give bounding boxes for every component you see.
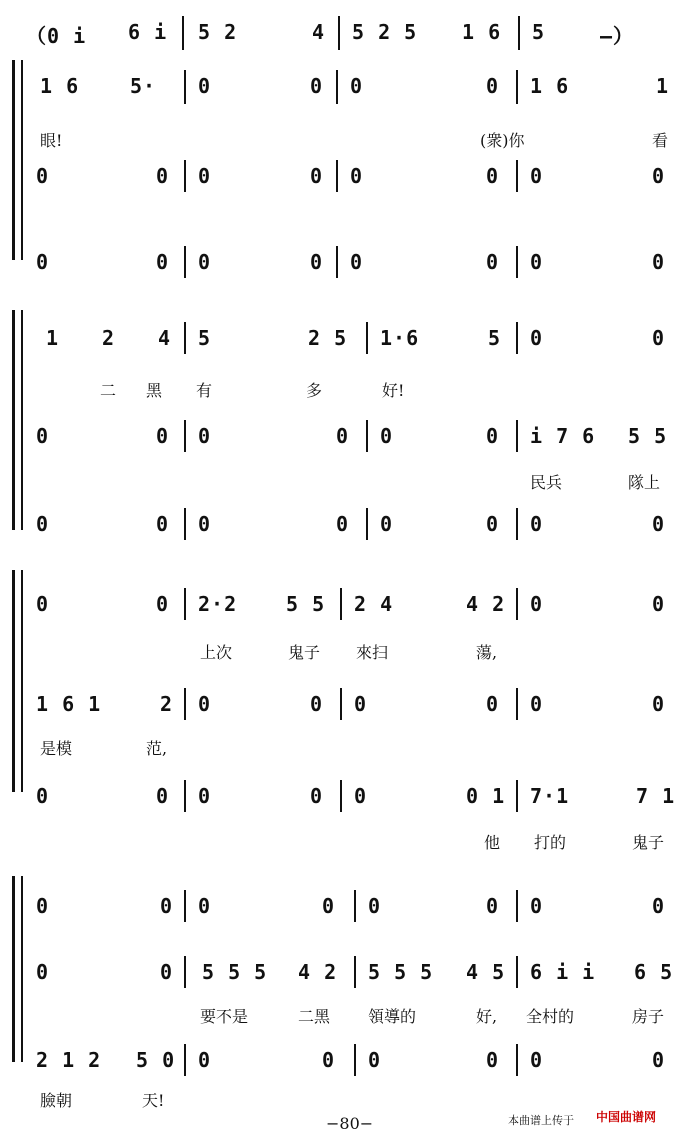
barline bbox=[516, 420, 518, 452]
note: 6 i bbox=[128, 20, 168, 44]
barline bbox=[184, 246, 186, 278]
system1-voice2 bbox=[0, 160, 700, 200]
lyric: 鬼子 bbox=[288, 643, 321, 662]
note: 1 6 bbox=[530, 74, 570, 98]
note: 5 bbox=[532, 20, 546, 44]
barline bbox=[340, 780, 342, 812]
note: 4 2 bbox=[298, 960, 338, 984]
note: 0 bbox=[156, 592, 170, 616]
note: 0 bbox=[486, 894, 500, 918]
barline bbox=[516, 246, 518, 278]
note: 0 bbox=[36, 592, 50, 616]
barline bbox=[518, 16, 520, 50]
barline bbox=[516, 956, 518, 988]
note: 0 bbox=[36, 512, 50, 536]
lyric: 領導的 bbox=[368, 1007, 417, 1026]
note: 0 bbox=[160, 894, 174, 918]
barline bbox=[516, 322, 518, 354]
note: 2 bbox=[160, 692, 174, 716]
note: 0 bbox=[198, 164, 212, 188]
barline bbox=[184, 1044, 186, 1076]
note: 0 bbox=[530, 894, 544, 918]
note: 0 bbox=[310, 692, 324, 716]
system3-voice2 bbox=[0, 688, 700, 728]
barline bbox=[184, 688, 186, 720]
lyric: 是模 bbox=[40, 739, 73, 758]
barline bbox=[516, 688, 518, 720]
note: 0 bbox=[198, 692, 212, 716]
barline bbox=[354, 1044, 356, 1076]
lyric: 二 bbox=[100, 381, 117, 400]
barline bbox=[366, 508, 368, 540]
site-logo[interactable]: 中国曲谱网 bbox=[596, 1110, 657, 1124]
barline bbox=[516, 160, 518, 192]
note: 0 bbox=[486, 424, 500, 448]
barline bbox=[516, 70, 518, 104]
barline bbox=[336, 246, 338, 278]
note: 0 bbox=[36, 960, 50, 984]
lyric: 多 bbox=[306, 381, 323, 400]
note: 0 bbox=[156, 250, 170, 274]
barline bbox=[516, 588, 518, 620]
note: 2 4 bbox=[354, 592, 394, 616]
note: 0 bbox=[336, 424, 350, 448]
note: 0 bbox=[652, 1048, 666, 1072]
note: 0 bbox=[530, 250, 544, 274]
lyric: (衆)你 bbox=[480, 131, 525, 150]
lyric: 范, bbox=[146, 739, 168, 758]
lyric: 他 bbox=[484, 833, 501, 852]
note: 0 bbox=[36, 894, 50, 918]
note: 5 2 5 bbox=[352, 20, 418, 44]
note: 5 5 5 bbox=[202, 960, 268, 984]
system2-voice3 bbox=[0, 508, 700, 548]
barline bbox=[516, 1044, 518, 1076]
note: 0 bbox=[652, 512, 666, 536]
note: 0 bbox=[486, 250, 500, 274]
note: 0 bbox=[350, 74, 364, 98]
lyric: 上次 bbox=[200, 643, 233, 662]
barline bbox=[354, 956, 356, 988]
note: 5 5 bbox=[628, 424, 668, 448]
note: 7 1 bbox=[636, 784, 676, 808]
note: 0 bbox=[354, 784, 368, 808]
note: 1 6 bbox=[462, 20, 502, 44]
barline bbox=[182, 16, 184, 50]
barline bbox=[184, 420, 186, 452]
lyric: 二黑 bbox=[298, 1007, 331, 1026]
barline bbox=[184, 160, 186, 192]
note: 0 bbox=[380, 424, 394, 448]
note: 0 bbox=[198, 894, 212, 918]
note: —） bbox=[600, 24, 635, 48]
barline bbox=[184, 890, 186, 922]
page-number: −80− bbox=[326, 1114, 374, 1133]
note: 4 bbox=[312, 20, 326, 44]
system2-voice1 bbox=[0, 322, 700, 362]
note: 0 bbox=[36, 424, 50, 448]
note: 5 2 bbox=[198, 20, 238, 44]
note: 2 bbox=[102, 326, 116, 350]
note: 0 bbox=[36, 784, 50, 808]
note: 1·6 bbox=[380, 326, 420, 350]
lyric: 民兵 bbox=[530, 473, 563, 492]
note: 0 bbox=[652, 164, 666, 188]
lyric: 蕩, bbox=[476, 643, 498, 662]
barline bbox=[340, 688, 342, 720]
note: 0 bbox=[198, 1048, 212, 1072]
note: 0 bbox=[198, 784, 212, 808]
note: 0 bbox=[198, 512, 212, 536]
lyric: 隊上 bbox=[628, 473, 661, 492]
barline bbox=[516, 780, 518, 812]
barline bbox=[184, 956, 186, 988]
note: 0 bbox=[652, 592, 666, 616]
note: 1 bbox=[46, 326, 60, 350]
barline bbox=[184, 322, 186, 354]
note: 0 bbox=[652, 894, 666, 918]
system4-voice2 bbox=[0, 956, 700, 996]
note: 2 5 bbox=[308, 326, 348, 350]
barline bbox=[354, 890, 356, 922]
note: 0 bbox=[486, 74, 500, 98]
note: 6 5 bbox=[634, 960, 674, 984]
note: 0 bbox=[486, 164, 500, 188]
note: 0 bbox=[156, 424, 170, 448]
note: 0 bbox=[530, 692, 544, 716]
barline bbox=[184, 70, 186, 104]
system4-voice3 bbox=[0, 1044, 700, 1084]
note: 0 bbox=[486, 692, 500, 716]
barline bbox=[366, 322, 368, 354]
note: 1 bbox=[656, 74, 670, 98]
barline bbox=[338, 16, 340, 50]
note: 5 0 bbox=[136, 1048, 176, 1072]
barline bbox=[366, 420, 368, 452]
note: 5 bbox=[488, 326, 502, 350]
note: 6 i i bbox=[530, 960, 596, 984]
lyric: 天! bbox=[142, 1091, 165, 1110]
note: 0 bbox=[652, 326, 666, 350]
barline bbox=[336, 160, 338, 192]
note: 0 bbox=[530, 512, 544, 536]
lyric: 看 bbox=[652, 131, 669, 150]
lyric: 有 bbox=[196, 381, 213, 400]
note: 0 bbox=[652, 250, 666, 274]
note: 1 6 1 bbox=[36, 692, 102, 716]
system1-voice3 bbox=[0, 246, 700, 286]
lyric: 來扫 bbox=[356, 643, 389, 662]
note: 0 bbox=[380, 512, 394, 536]
note: 0 bbox=[156, 512, 170, 536]
note: 4 bbox=[158, 326, 172, 350]
note: 0 bbox=[368, 894, 382, 918]
note: 0 bbox=[160, 960, 174, 984]
note: 0 bbox=[198, 74, 212, 98]
barline bbox=[184, 588, 186, 620]
lyric: 臉朝 bbox=[40, 1091, 73, 1110]
note: 0 bbox=[310, 164, 324, 188]
note: 0 bbox=[310, 784, 324, 808]
note: 2·2 bbox=[198, 592, 238, 616]
note: 0 bbox=[486, 512, 500, 536]
system4-voice1 bbox=[0, 890, 700, 930]
note: 0 bbox=[310, 250, 324, 274]
barline bbox=[516, 508, 518, 540]
note: 2 1 2 bbox=[36, 1048, 102, 1072]
note: 0 bbox=[368, 1048, 382, 1072]
barline bbox=[184, 508, 186, 540]
note: 0 bbox=[156, 784, 170, 808]
note: 0 1 bbox=[466, 784, 506, 808]
lyric: 房子 bbox=[632, 1007, 665, 1026]
note: 0 bbox=[530, 592, 544, 616]
lyric: 好, bbox=[476, 1007, 498, 1026]
note: 0 bbox=[652, 692, 666, 716]
note: 0 bbox=[336, 512, 350, 536]
note: （0 i bbox=[26, 24, 87, 48]
note: 7·1 bbox=[530, 784, 570, 808]
note: 5· bbox=[130, 74, 157, 98]
note: 4 2 bbox=[466, 592, 506, 616]
note: 0 bbox=[36, 250, 50, 274]
note: 0 bbox=[322, 894, 336, 918]
lyric: 鬼子 bbox=[632, 833, 665, 852]
note: 0 bbox=[354, 692, 368, 716]
barline bbox=[336, 70, 338, 104]
note: 0 bbox=[198, 424, 212, 448]
note: 0 bbox=[198, 250, 212, 274]
lyric: 眼! bbox=[40, 131, 63, 150]
lyric: 全村的 bbox=[526, 1007, 575, 1026]
note: 0 bbox=[486, 1048, 500, 1072]
note: i 7 6 bbox=[530, 424, 596, 448]
note: 0 bbox=[530, 1048, 544, 1072]
note: 0 bbox=[530, 326, 544, 350]
upload-note: 本曲谱上传于 bbox=[508, 1114, 574, 1127]
note: 5 5 5 bbox=[368, 960, 434, 984]
lyric: 要不是 bbox=[200, 1007, 249, 1026]
barline bbox=[516, 890, 518, 922]
system2-voice2 bbox=[0, 420, 700, 460]
note: 0 bbox=[156, 164, 170, 188]
note: 0 bbox=[530, 164, 544, 188]
note: 0 bbox=[350, 164, 364, 188]
system3-voice3 bbox=[0, 780, 700, 820]
note: 5 bbox=[198, 326, 212, 350]
lyric: 打的 bbox=[534, 833, 567, 852]
lyric: 黑 bbox=[146, 381, 163, 400]
note: 4 5 bbox=[466, 960, 506, 984]
note: 0 bbox=[310, 74, 324, 98]
note: 5 5 bbox=[286, 592, 326, 616]
lyric: 好! bbox=[382, 381, 405, 400]
note: 0 bbox=[350, 250, 364, 274]
barline bbox=[184, 780, 186, 812]
system3-voice1 bbox=[0, 588, 700, 628]
note: 0 bbox=[322, 1048, 336, 1072]
intro-row bbox=[0, 16, 700, 56]
note: 0 bbox=[36, 164, 50, 188]
system1-voice1 bbox=[0, 70, 700, 110]
note: 1 6 bbox=[40, 74, 80, 98]
barline bbox=[340, 588, 342, 620]
